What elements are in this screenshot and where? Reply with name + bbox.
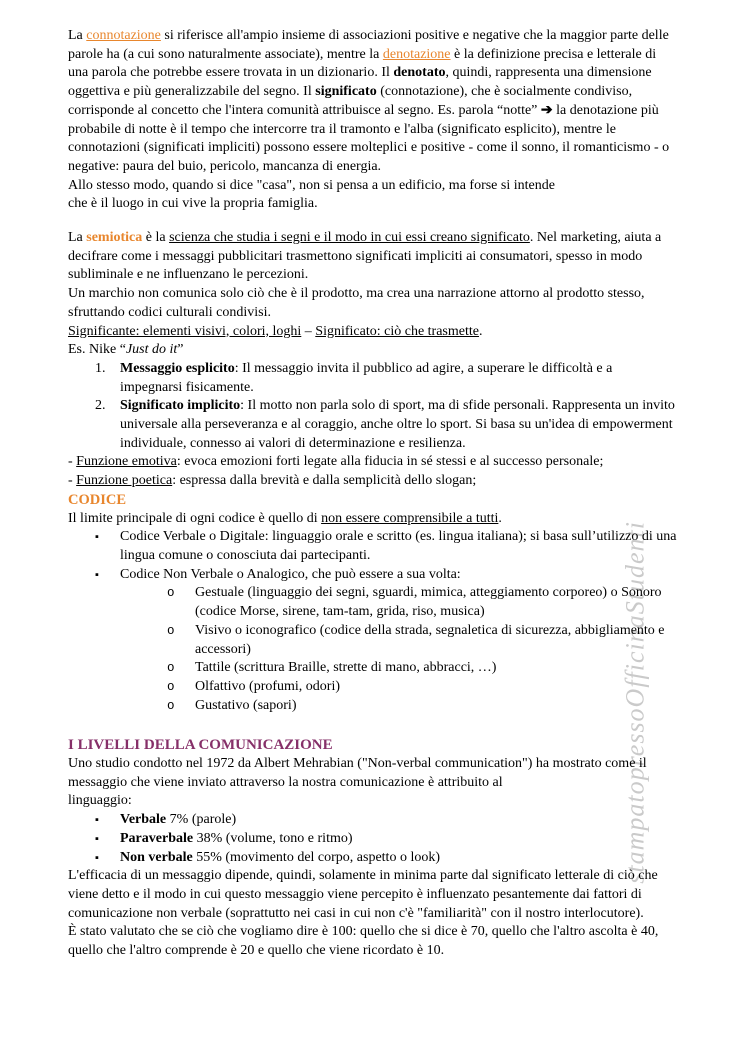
line-funzione-poetica bbox=[68, 472, 677, 491]
para-mehrabian bbox=[68, 755, 677, 811]
text-run: ” bbox=[177, 342, 184, 358]
para-valutazione bbox=[68, 923, 677, 960]
text-run: (connotazione), che è socialmente condiviso, corrisponde al concetto che l'intera comunità attribuisce al segno. Es. parola “notte” bbox=[68, 84, 633, 118]
text-run: : evoca emozioni forti legate alla fiducia in sé stessi e al successo personale; bbox=[176, 454, 604, 470]
text-run: Il limite principale di ogni codice è quello di bbox=[68, 510, 322, 526]
underline-run: Funzione poetica bbox=[76, 473, 173, 489]
text-run: Es. Nike “ bbox=[68, 342, 126, 358]
text-run: è la bbox=[142, 230, 170, 246]
text-run: che è il luogo in cui vive la propria famiglia. bbox=[68, 196, 318, 212]
para-semiotica bbox=[68, 229, 677, 285]
text-run: L'efficacia di un messaggio dipende, quindi, solamente in minima parte dal significato letterale di ciò che viene detto e il modo in cui questo messaggio viene percepito è influenzato pesantemente dai fattori di comunicazione non verbale (soprattutto nei casi in cui non c'è "familiarità" con il nostro interlocutore). bbox=[68, 868, 658, 921]
square-bullet-icon: ▪ bbox=[95, 832, 99, 845]
sub-bullet-visivo bbox=[68, 622, 677, 659]
circle-bullet-icon: o bbox=[167, 661, 175, 676]
document-content bbox=[68, 27, 677, 961]
text-run: (codice Morse, sirene, tam-tam, grida, riso, musica) bbox=[195, 604, 485, 620]
text-run: . bbox=[478, 323, 483, 339]
underline-significante: Significante: elementi visivi, colori, loghi bbox=[68, 323, 302, 339]
square-bullet-icon: ▪ bbox=[95, 568, 99, 581]
text-run: Gestuale (linguaggio dei segni, sguardi, mimica, atteggiamento corporeo) o Sonoro bbox=[195, 585, 662, 601]
underline-run: non essere comprensibile a tutti bbox=[321, 510, 499, 526]
text-run: Allo stesso modo, quando si dice "casa", non si pensa a un edificio, ma forse si intende bbox=[68, 177, 555, 193]
text-run: Tattile (scrittura Braille, strette di mano, abbracci, …) bbox=[195, 660, 497, 676]
underline-significato: Significato: ciò che trasmette bbox=[315, 323, 479, 339]
bold-semiotica: semiotica bbox=[86, 230, 143, 246]
para-limite-codice bbox=[68, 510, 677, 529]
blank-line bbox=[68, 214, 677, 229]
sub-bullet-tattile bbox=[68, 659, 677, 678]
watermark: stampatopressoOfficinaStudenti bbox=[620, 521, 650, 884]
para-connotazione bbox=[68, 27, 677, 177]
text-run: Uno studio condotto nel 1972 da Albert Mehrabian ("Non-verbal communication") ha mostrato come il messaggio che viene inviato attraverso la nostra comunicazione è attribuito al bbox=[68, 756, 647, 790]
text-run: Un marchio non comunica solo ciò che è il prodotto, ma crea una narrazione attorno al prodotto stesso, sfruttando codici culturali condivisi. bbox=[68, 286, 645, 320]
link-denotazione[interactable]: denotazione bbox=[382, 46, 451, 62]
text-run: è la definizione precisa e letterale di una parola che potrebbe essere trovata in un dizionario. Il bbox=[68, 46, 657, 81]
heading-codice: CODICE bbox=[68, 491, 127, 508]
text-run: : Il messaggio invita il pubblico ad agire, a superare le difficoltà e a impegnarsi fisicamente. bbox=[120, 360, 613, 395]
underline-run: Funzione emotiva bbox=[76, 454, 177, 470]
bold-run: Paraverbale bbox=[120, 830, 194, 846]
link-connotazione[interactable]: connotazione bbox=[86, 28, 161, 43]
line-significante bbox=[68, 323, 677, 342]
line-funzione-emotiva bbox=[68, 453, 677, 472]
text-run: Codice Non Verbale o Analogico, che può essere a sua volta: bbox=[120, 566, 461, 582]
list-item-messaggio-esplicito bbox=[68, 360, 677, 397]
list-number: 1. bbox=[95, 360, 106, 376]
text-run: È stato valutato che se ciò che vogliamo dire è 100: quello che si dice è 70, quello che l'altro ascolta è 40, quello che l'altro comprende è 20 e quello che viene ricordato è 10. bbox=[68, 924, 659, 959]
heading-livelli-comunicazione: I LIVELLI DELLA COMUNICAZIONE bbox=[68, 737, 333, 754]
para-marchio bbox=[68, 285, 677, 322]
text-run: la denotazione più probabile di notte è il tempo che intercorre tra il tramonto e l'alba (significato esplicito), mentre le connotazioni (significati impliciti) possono essere molteplici e positive - come il sonno, il romanticismo - o negative: paura del buio, pericolo, mancanza di energia. bbox=[68, 102, 670, 174]
text-run: , quindi, rappresenta una dimensione oggettiva e più generalizzabile del segno. Il bbox=[68, 65, 652, 100]
circle-bullet-icon: o bbox=[167, 679, 175, 694]
bold-run: Significato implicito bbox=[120, 398, 241, 414]
bold-run: Messaggio esplicito bbox=[120, 360, 235, 376]
sub-bullet-olfattivo bbox=[68, 678, 677, 697]
bold-run: Non verbale bbox=[120, 849, 193, 865]
square-bullet-icon: ▪ bbox=[95, 851, 99, 864]
square-bullet-icon: ▪ bbox=[95, 814, 99, 827]
text-run: : Il motto non parla solo di sport, ma di sfide personali. Rappresenta un invito universale alla perseveranza e al coraggio, anche oltre lo sport. Si basa su un'idea di empowerment individuale, connesso ai valori di determinazione e resilienza. bbox=[120, 398, 675, 451]
circle-bullet-icon: o bbox=[167, 623, 175, 638]
text-run: Visivo o iconografico (codice della strada, segnaletica di sicurezza, abbigliamento e accessori) bbox=[195, 622, 665, 657]
text-run: - bbox=[68, 454, 77, 470]
text-run: linguaggio: bbox=[68, 793, 132, 809]
text-run: si riferisce all'ampio insieme di associazioni positive e negative che la maggior parte delle parole ha (a cui sono naturalmente associate), mentre la bbox=[68, 28, 669, 62]
list-number: 2. bbox=[95, 398, 106, 414]
bullet-paraverbale bbox=[68, 830, 677, 849]
sub-bullet-gestuale-sonoro bbox=[68, 584, 677, 621]
blank-line bbox=[68, 715, 677, 736]
bullet-codice-verbale bbox=[68, 528, 677, 565]
text-run: La bbox=[68, 230, 87, 246]
text-run: Gustativo (sapori) bbox=[195, 697, 297, 713]
bold-denotato: denotato bbox=[393, 65, 446, 81]
underline-run: scienza che studia i segni e il modo in cui essi creano significato bbox=[169, 230, 530, 246]
text-run: 38% (volume, tono e ritmo) bbox=[193, 830, 353, 846]
text-run: 55% (movimento del corpo, aspetto o look) bbox=[192, 849, 441, 865]
square-bullet-icon: ▪ bbox=[95, 531, 99, 544]
bold-run: Verbale bbox=[120, 812, 167, 828]
text-run: Olfattivo (profumi, odori) bbox=[195, 678, 341, 694]
bullet-verbale bbox=[68, 811, 677, 830]
circle-bullet-icon: o bbox=[167, 586, 175, 601]
text-run: : espressa dalla brevità e dalla semplicità dello slogan; bbox=[172, 473, 477, 489]
arrow-icon: ➔ bbox=[540, 102, 553, 118]
para-efficacia bbox=[68, 867, 677, 923]
line-es-nike bbox=[68, 341, 677, 360]
text-run: La bbox=[68, 28, 87, 43]
text-run: . Nel marketing, aiuta a decifrare come i messaggi pubblicitari trasmettono significati impliciti ai consumatori, spesso in modo subliminale e ne influenzano le percezioni. bbox=[68, 230, 662, 283]
text-run: 7% (parole) bbox=[166, 812, 237, 828]
bold-significato: significato bbox=[315, 84, 377, 100]
para-casa bbox=[68, 177, 677, 214]
italic-slogan: Just do it bbox=[125, 342, 178, 358]
text-run: - bbox=[68, 473, 77, 489]
text-run: – bbox=[301, 323, 316, 339]
text-run: Codice Verbale o Digitale: linguaggio orale e scritto (es. lingua italiana); si basa sull’utilizzo di una lingua comune o conosciuta dai partecipanti. bbox=[120, 529, 677, 563]
text-run: . bbox=[498, 510, 502, 526]
circle-bullet-icon: o bbox=[167, 698, 175, 713]
list-item-significato-implicito bbox=[68, 397, 677, 453]
bullet-codice-non-verbale bbox=[68, 566, 677, 585]
bullet-non-verbale bbox=[68, 849, 677, 868]
sub-bullet-gustativo bbox=[68, 697, 677, 716]
